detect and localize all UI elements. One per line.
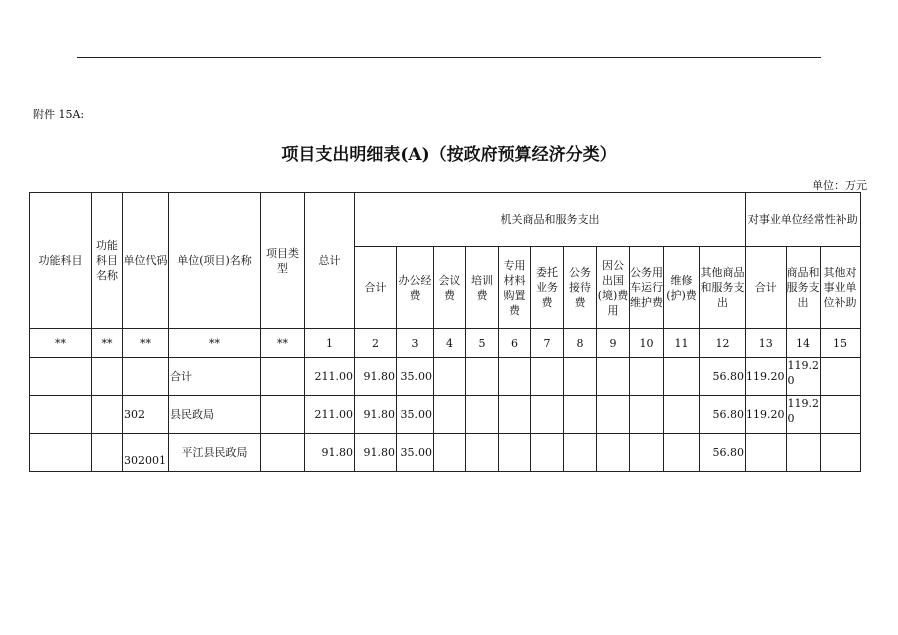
cell-c7 [531, 434, 564, 472]
index-cell: 2 [355, 329, 397, 358]
header-sub-15: 其他对事业单位补助 [820, 247, 860, 329]
cell-c6 [499, 396, 531, 434]
cell-c15 [820, 358, 860, 396]
cell-c10 [630, 358, 664, 396]
index-cell: 10 [630, 329, 664, 358]
cell-func-subject [30, 358, 92, 396]
index-cell: 8 [564, 329, 597, 358]
table-row [30, 434, 861, 472]
cell-c10 [630, 396, 664, 434]
cell-func-name [92, 358, 123, 396]
index-cell: ** [92, 329, 123, 358]
cell-c5 [466, 434, 499, 472]
index-cell: 6 [499, 329, 531, 358]
cell-total: 211.00 [305, 358, 355, 396]
cell-c2: 91.80 [355, 434, 397, 472]
page-title: 项目支出明细表(A)（按政府预算经济分类） [281, 145, 617, 165]
cell-c8 [564, 358, 597, 396]
cell-c4 [434, 396, 466, 434]
header-unit-name: 单位(项目)名称 [169, 193, 261, 329]
cell-unit-code [123, 358, 169, 396]
cell-total: 91.80 [305, 434, 355, 472]
cell-c14: 119.20 [786, 358, 820, 396]
cell-c8 [564, 396, 597, 434]
cell-unit-name: 县民政局 [169, 396, 261, 434]
cell-project-type [261, 396, 305, 434]
cell-c8 [564, 434, 597, 472]
header-rule [77, 57, 821, 58]
cell-unit-name: 平江县民政局 [169, 434, 261, 472]
cell-func-name [92, 396, 123, 434]
header-project-type: 项目类型 [261, 193, 305, 329]
cell-c9 [597, 434, 630, 472]
cell-c2: 91.80 [355, 358, 397, 396]
cell-project-type [261, 358, 305, 396]
cell-c4 [434, 358, 466, 396]
attachment-label: 附件 15A: [33, 108, 85, 121]
cell-c2: 91.80 [355, 396, 397, 434]
header-total: 总计 [305, 193, 355, 329]
cell-c12: 56.80 [700, 434, 746, 472]
table-row [30, 358, 861, 396]
cell-func-subject [30, 434, 92, 472]
cell-c3: 35.00 [397, 358, 434, 396]
index-cell: 5 [466, 329, 499, 358]
cell-unit-name: 合计 [169, 358, 261, 396]
index-cell: ** [169, 329, 261, 358]
cell-c5 [466, 358, 499, 396]
index-cell: 3 [397, 329, 434, 358]
table-row [30, 396, 861, 434]
header-sub-14: 商品和服务支出 [786, 247, 820, 329]
header-sub-5: 培训费 [466, 247, 499, 329]
cell-c6 [499, 358, 531, 396]
cell-c7 [531, 396, 564, 434]
cell-c11 [664, 396, 700, 434]
cell-unit-code: 302001 [123, 434, 169, 472]
header-sub-11: 维修(护)费 [664, 247, 700, 329]
cell-c3: 35.00 [397, 434, 434, 472]
cell-c9 [597, 358, 630, 396]
cell-c14: 119.20 [786, 396, 820, 434]
cell-c14 [786, 434, 820, 472]
index-cell: 9 [597, 329, 630, 358]
cell-c11 [664, 358, 700, 396]
header-group-subsidy: 对事业单位经常性补助 [746, 193, 861, 247]
header-func-name: 功能科目名称 [92, 193, 123, 329]
cell-c3: 35.00 [397, 396, 434, 434]
cell-c11 [664, 434, 700, 472]
cell-project-type [261, 434, 305, 472]
header-sub-4: 会议费 [434, 247, 466, 329]
index-cell: 7 [531, 329, 564, 358]
index-cell: 15 [820, 329, 860, 358]
index-cell: 1 [305, 329, 355, 358]
cell-c12: 56.80 [700, 396, 746, 434]
cell-c9 [597, 396, 630, 434]
header-sub-12: 其他商品和服务支出 [700, 247, 746, 329]
cell-total: 211.00 [305, 396, 355, 434]
index-cell: 13 [746, 329, 787, 358]
header-unit-code: 单位代码 [123, 193, 169, 329]
expense-table [29, 192, 861, 472]
cell-c15 [820, 434, 860, 472]
header-sub-7: 委托业务费 [531, 247, 564, 329]
cell-c12: 56.80 [700, 358, 746, 396]
cell-c5 [466, 396, 499, 434]
index-cell: 14 [786, 329, 820, 358]
index-cell: ** [30, 329, 92, 358]
header-func-subject: 功能科目 [30, 193, 92, 329]
cell-c13: 119.20 [746, 396, 787, 434]
header-sub-13: 合计 [746, 247, 787, 329]
cell-func-name [92, 434, 123, 472]
index-cell: ** [261, 329, 305, 358]
cell-c7 [531, 358, 564, 396]
header-group-office-expenses: 机关商品和服务支出 [355, 193, 746, 247]
index-cell: 12 [700, 329, 746, 358]
cell-c13: 119.20 [746, 358, 787, 396]
cell-c10 [630, 434, 664, 472]
cell-c4 [434, 434, 466, 472]
header-sub-6: 专用材料购置费 [499, 247, 531, 329]
header-sub-9: 因公出国(境)费用 [597, 247, 630, 329]
index-cell: 11 [664, 329, 700, 358]
unit-label: 单位：万元 [812, 179, 867, 192]
cell-c13 [746, 434, 787, 472]
index-cell: 4 [434, 329, 466, 358]
header-sub-10: 公务用车运行维护费 [630, 247, 664, 329]
cell-c6 [499, 434, 531, 472]
header-sub-2: 合计 [355, 247, 397, 329]
cell-unit-code: 302 [123, 396, 169, 434]
index-cell: ** [123, 329, 169, 358]
cell-func-subject [30, 396, 92, 434]
index-row [30, 329, 861, 358]
header-sub-3: 办公经费 [397, 247, 434, 329]
header-sub-8: 公务接待费 [564, 247, 597, 329]
cell-c15 [820, 396, 860, 434]
